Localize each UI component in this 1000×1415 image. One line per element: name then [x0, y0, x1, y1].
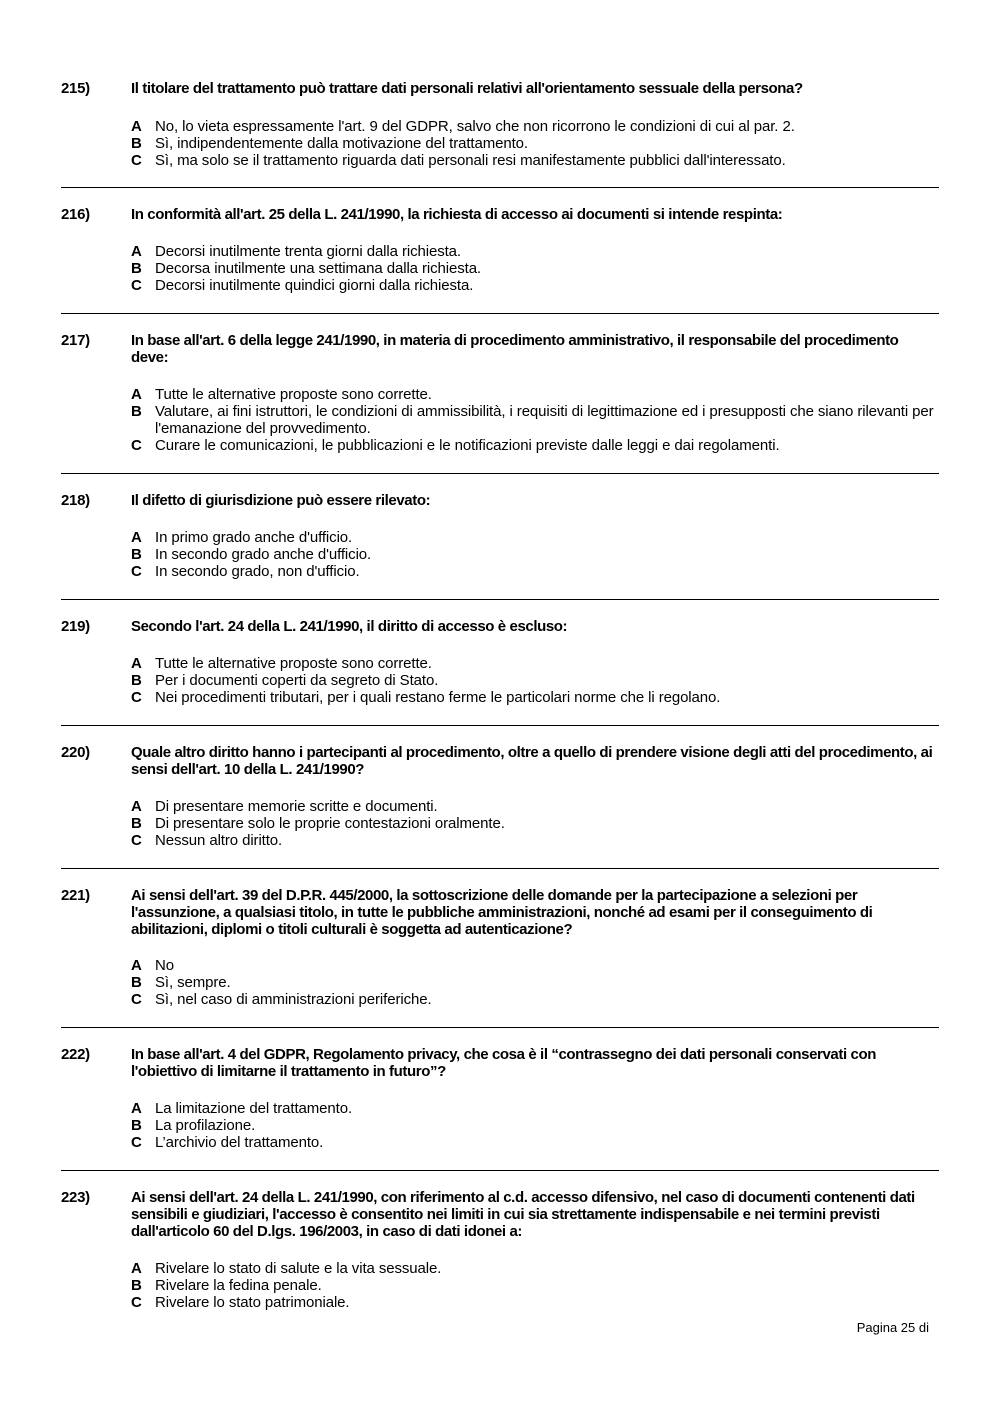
option-text: Sì, nel caso di amministrazioni periferiche. — [155, 991, 432, 1008]
question-text: Secondo l'art. 24 della L. 241/1990, il diritto di accesso è escluso: — [131, 618, 568, 635]
answer-option-c — [131, 437, 936, 454]
question-text: Il difetto di giurisdizione può essere rilevato: — [131, 492, 431, 509]
option-text: Nessun altro diritto. — [155, 832, 283, 849]
option-text: La limitazione del trattamento. — [155, 1100, 353, 1117]
answer-option-a — [131, 957, 936, 974]
option-text: Rivelare la fedina penale. — [155, 1277, 322, 1294]
question-text: Quale altro diritto hanno i partecipanti al procedimento, oltre a quello di prendere visione degli atti del procedimento, ai sensi dell'art. 10 della L. 241/1990? — [131, 744, 933, 778]
option-text: Di presentare solo le proprie contestazioni oralmente. — [155, 815, 505, 832]
answer-option-c — [131, 152, 936, 169]
option-letter: C — [131, 563, 142, 580]
option-text: Curare le comunicazioni, le pubblicazioni e le notificazioni previste dalle leggi e dai regolamenti. — [155, 437, 780, 454]
separator-line — [61, 187, 939, 188]
option-letter: C — [131, 152, 142, 169]
option-letter: A — [131, 118, 142, 135]
option-text: Valutare, ai fini istruttori, le condizioni di ammissibilità, i requisiti di legittimazione ed i presupposti che siano rilevanti per l'emanazione del provvedimento. — [155, 403, 934, 437]
option-text: Tutte le alternative proposte sono corrette. — [155, 386, 432, 403]
answer-option-c — [131, 832, 936, 849]
option-letter: A — [131, 386, 142, 403]
option-letter: A — [131, 529, 142, 546]
separator-line — [61, 599, 939, 600]
answer-option-a — [131, 798, 936, 815]
option-text: In secondo grado, non d'ufficio. — [155, 563, 360, 580]
question-number: 215) — [61, 80, 90, 97]
option-letter: A — [131, 798, 142, 815]
option-text: In primo grado anche d'ufficio. — [155, 529, 353, 546]
answer-option-a — [131, 386, 936, 403]
option-text: No, lo vieta espressamente l'art. 9 del GDPR, salvo che non ricorrono le condizioni di cui al par. 2. — [155, 118, 795, 135]
option-text: Sì, sempre. — [155, 974, 231, 991]
option-letter: C — [131, 437, 142, 454]
option-text: Di presentare memorie scritte e documenti. — [155, 798, 438, 815]
answer-option-b — [131, 135, 936, 152]
option-text: La profilazione. — [155, 1117, 256, 1134]
answer-option-a — [131, 118, 936, 135]
answer-option-c — [131, 1134, 936, 1151]
option-letter: C — [131, 277, 142, 294]
answer-option-b — [131, 1277, 936, 1294]
answer-option-c — [131, 991, 936, 1008]
question-number: 216) — [61, 206, 90, 223]
separator-line — [61, 1027, 939, 1028]
option-letter: B — [131, 672, 142, 689]
answer-option-c — [131, 689, 936, 706]
separator-line — [61, 868, 939, 869]
page-number-footer: Pagina 25 di — [856, 1320, 929, 1335]
option-text: Decorsa inutilmente una settimana dalla richiesta. — [155, 260, 482, 277]
question-text: Ai sensi dell'art. 24 della L. 241/1990, con riferimento al c.d. accesso difensivo, nel caso di documenti contenenti dati sensibili e giudiziari, l'accesso è consentito nei limiti in cui sia strettamente indispensabile e nei termini previsti dall'articolo 60 del D.lgs. 196/2003, in caso di dati idonei a: — [131, 1189, 915, 1240]
option-text: Sì, ma solo se il trattamento riguarda dati personali resi manifestamente pubblici dall'interessato. — [155, 152, 786, 169]
option-letter: C — [131, 832, 142, 849]
option-text: Rivelare lo stato di salute e la vita sessuale. — [155, 1260, 442, 1277]
option-letter: C — [131, 1134, 142, 1151]
option-text: In secondo grado anche d'ufficio. — [155, 546, 372, 563]
answer-option-a — [131, 529, 936, 546]
separator-line — [61, 1170, 939, 1171]
question-number: 221) — [61, 887, 90, 904]
question-text: In base all'art. 6 della legge 241/1990, in materia di procedimento amministrativo, il responsabile del procedimento deve: — [131, 332, 899, 366]
separator-line — [61, 725, 939, 726]
answer-option-a — [131, 655, 936, 672]
answer-option-c — [131, 1294, 936, 1311]
answer-option-c — [131, 563, 936, 580]
answer-options — [131, 1100, 936, 1151]
option-letter: B — [131, 546, 142, 563]
option-letter: A — [131, 1100, 142, 1117]
option-letter: A — [131, 655, 142, 672]
answer-options — [131, 1260, 936, 1311]
answer-option-a — [131, 1100, 936, 1117]
answer-option-b — [131, 403, 936, 437]
answer-options — [131, 386, 936, 454]
option-letter: B — [131, 815, 142, 832]
answer-option-c — [131, 277, 936, 294]
option-letter: A — [131, 957, 142, 974]
option-text: Rivelare lo stato patrimoniale. — [155, 1294, 350, 1311]
answer-option-b — [131, 672, 936, 689]
separator-line — [61, 313, 939, 314]
question-text: In conformità all'art. 25 della L. 241/1990, la richiesta di accesso ai documenti si intende respinta: — [131, 206, 783, 223]
answer-option-a — [131, 1260, 936, 1277]
option-letter: C — [131, 689, 142, 706]
question-number: 223) — [61, 1189, 90, 1206]
question-text: Il titolare del trattamento può trattare dati personali relativi all'orientamento sessuale della persona? — [131, 80, 803, 97]
option-letter: A — [131, 1260, 142, 1277]
answer-options — [131, 798, 936, 849]
answer-options — [131, 957, 936, 1008]
option-text: Decorsi inutilmente quindici giorni dalla richiesta. — [155, 277, 474, 294]
option-letter: B — [131, 403, 142, 420]
question-number: 217) — [61, 332, 90, 349]
answer-option-b — [131, 1117, 936, 1134]
option-letter: B — [131, 974, 142, 991]
answer-option-b — [131, 815, 936, 832]
question-number: 219) — [61, 618, 90, 635]
option-text: L’archivio del trattamento. — [155, 1134, 324, 1151]
separator-line — [61, 473, 939, 474]
answer-options — [131, 529, 936, 580]
question-text: In base all'art. 4 del GDPR, Regolamento privacy, che cosa è il “contrassegno dei dati personali conservati con l'obiettivo di limitarne il trattamento in futuro”? — [131, 1046, 876, 1080]
option-letter: B — [131, 1277, 142, 1294]
option-letter: B — [131, 135, 142, 152]
answer-option-b — [131, 260, 936, 277]
option-letter: C — [131, 1294, 142, 1311]
option-letter: A — [131, 243, 142, 260]
option-text: Sì, indipendentemente dalla motivazione del trattamento. — [155, 135, 528, 152]
answer-options — [131, 655, 936, 706]
option-text: Decorsi inutilmente trenta giorni dalla richiesta. — [155, 243, 461, 260]
answer-options — [131, 118, 936, 169]
question-number: 222) — [61, 1046, 90, 1063]
option-text: Per i documenti coperti da segreto di Stato. — [155, 672, 439, 689]
question-number: 220) — [61, 744, 90, 761]
option-letter: C — [131, 991, 142, 1008]
answer-option-b — [131, 974, 936, 991]
question-text: Ai sensi dell'art. 39 del D.P.R. 445/2000, la sottoscrizione delle domande per la partecipazione a selezioni per l'assunzione, a qualsiasi titolo, in tutte le pubbliche amministrazioni, nonché ad esami per il conseguimento di abilitazioni, diplomi o titoli culturali è soggetta ad autenticazione? — [131, 887, 873, 938]
answer-options — [131, 243, 936, 294]
option-text: Tutte le alternative proposte sono corrette. — [155, 655, 432, 672]
answer-option-b — [131, 546, 936, 563]
option-letter: B — [131, 1117, 142, 1134]
option-text: No — [155, 957, 174, 974]
option-letter: B — [131, 260, 142, 277]
option-text: Nei procedimenti tributari, per i quali restano ferme le particolari norme che li regolano. — [155, 689, 721, 706]
answer-option-a — [131, 243, 936, 260]
question-number: 218) — [61, 492, 90, 509]
